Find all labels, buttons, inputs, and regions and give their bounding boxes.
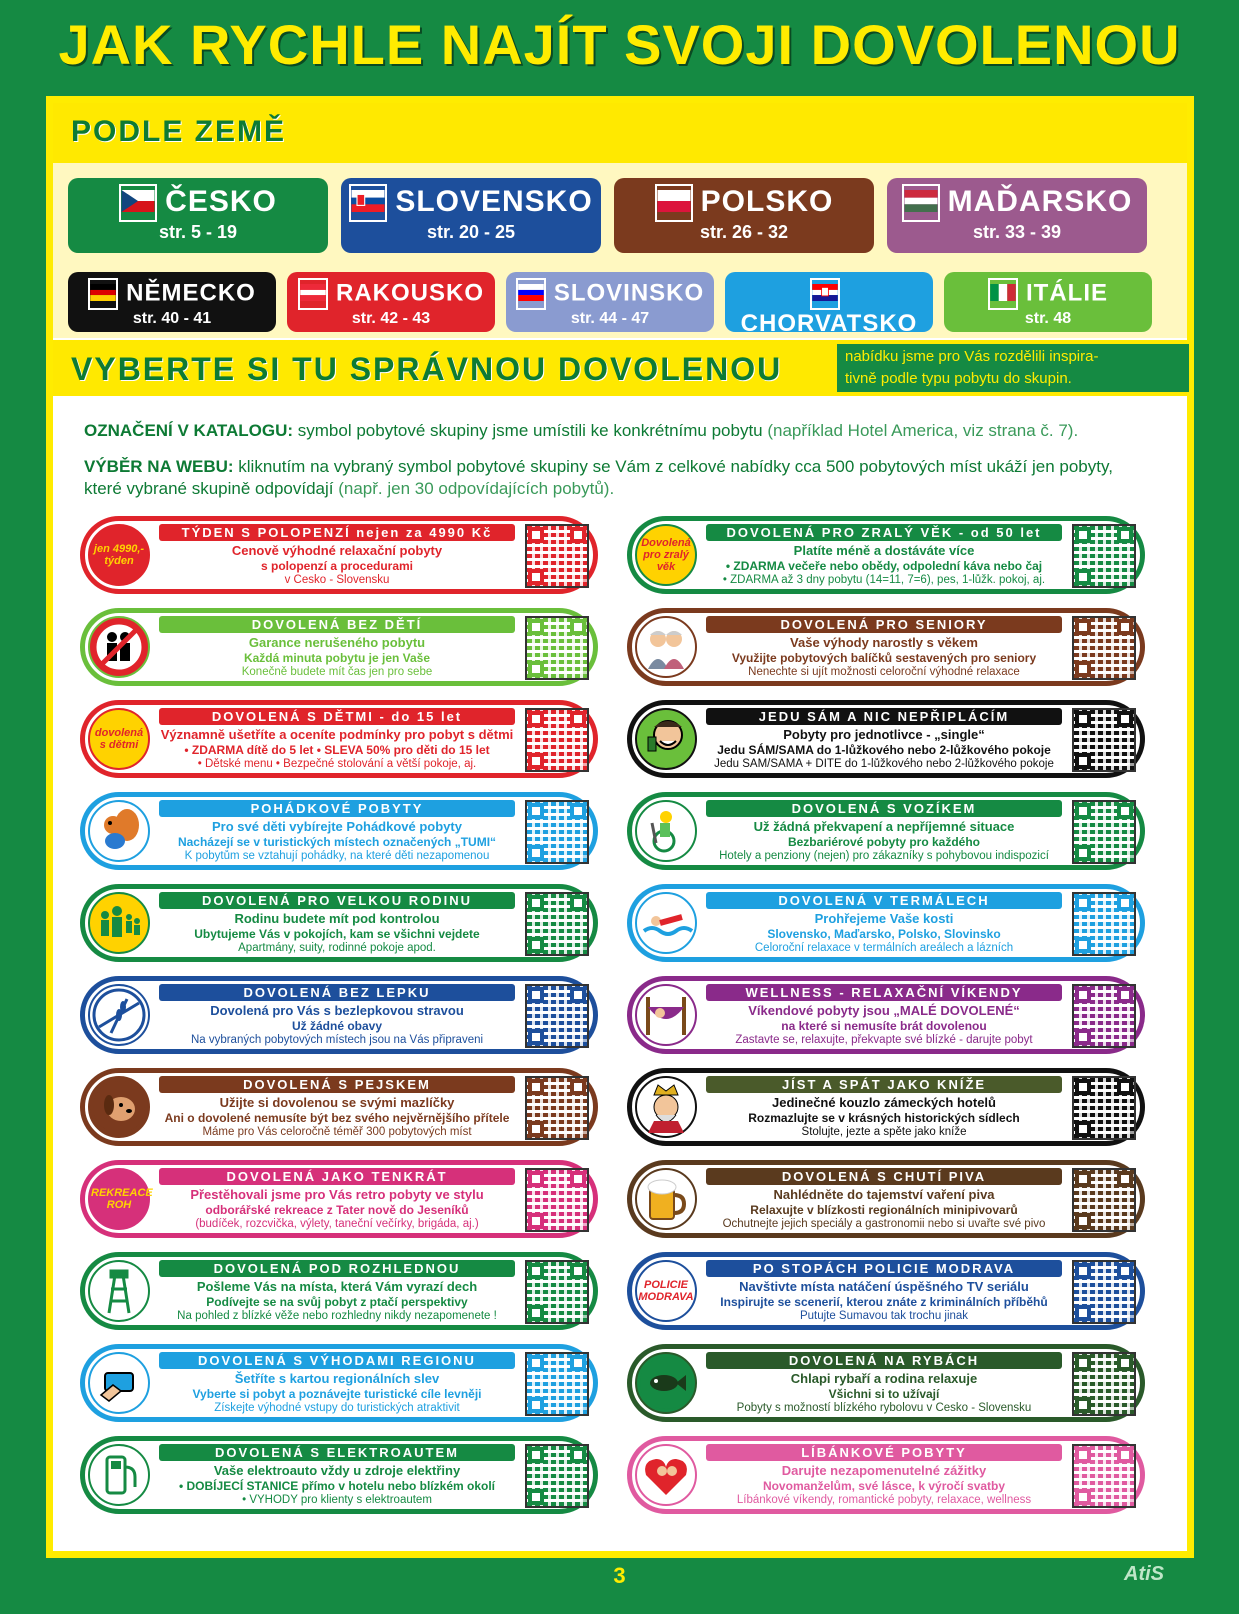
country-pages: str. 20 - 25 bbox=[426, 222, 516, 242]
intro-line-1: OZNAČENÍ V KATALOGU: symbol pobytové skupiny jsme umístili ke konkrétnímu pobytu (například Hotel America, viz strana č. 7). bbox=[84, 421, 1079, 440]
card-line-3: • Dětské menu • Bezpečné stolování a větší pokoje, aj. bbox=[197, 758, 477, 770]
card-line-3: Na vybraných pobytových místech jsou na Vás připraveni bbox=[190, 1034, 484, 1046]
card-line-3: • ZDARMA až 3 dny pobytu (14=11, 7=6), pes, 1-lůžk. pokoj, aj. bbox=[722, 574, 1046, 586]
qr-code-icon[interactable] bbox=[1072, 1352, 1136, 1416]
qr-code-icon[interactable] bbox=[1072, 892, 1136, 956]
card-line-1: Garance nerušeného pobytu bbox=[248, 635, 426, 650]
card-line-2: s polopenzí a procedurami bbox=[260, 559, 414, 573]
country-pages: str. 42 - 43 bbox=[351, 310, 431, 327]
card-line-3: Pobyty s možností blízkého rybolovu v Česko - Slovensku bbox=[736, 1402, 1032, 1414]
wheelchair-icon bbox=[635, 800, 697, 862]
card-line-3: Máme pro Vás celoročně téměř 300 pobytových míst bbox=[202, 1126, 472, 1138]
card-line-2: na které si nemusíte brát dovolenou bbox=[781, 1019, 987, 1033]
flag-icon bbox=[349, 184, 387, 222]
section-note: nabídku jsme pro Vás rozdělili inspira- tivně podle typu pobytu do skupin. bbox=[837, 344, 1189, 392]
badge-icon: jen 4990,- týden bbox=[88, 524, 150, 586]
section-heading-country: PODLE ZEMĚ bbox=[71, 115, 287, 148]
card-line-2: Už žádné obavy bbox=[291, 1019, 383, 1033]
card-title: POHÁDKOVÉ POBYTY bbox=[159, 800, 515, 817]
card-title: DOVOLENÁ S PEJSKEM bbox=[159, 1076, 515, 1093]
category-card-cards_right-3[interactable] bbox=[627, 792, 1145, 870]
card-line-3: Celoroční relaxace v termálních areálech a lázních bbox=[754, 942, 1014, 954]
card-line-3: Zastavte se, relaxujte, překvapte své blízké - darujte pobyt bbox=[735, 1034, 1033, 1046]
wheat-icon bbox=[88, 984, 150, 1046]
country-name: SLOVENSKO bbox=[395, 184, 593, 218]
qr-code-icon[interactable] bbox=[525, 800, 589, 864]
intro-line-2: VÝBĚR NA WEBU: kliknutím na vybraný symbol pobytové skupiny se Vám z celkové nabídky cca 500 pobytových míst ukáží jen pobyty, bbox=[84, 457, 1113, 476]
page-title: JAK RYCHLE NAJÍT SVOJI DOVOLENOU bbox=[58, 13, 1181, 76]
card-line-2: Jedu SÁM/SAMA do 1-lůžkového nebo 2-lůžkového pokoje bbox=[717, 743, 1051, 757]
card-line-1: Darujte nezapomenutelné zážitky bbox=[781, 1463, 987, 1478]
country-name: ITÁLIE bbox=[1026, 279, 1108, 307]
country-card-small-4[interactable] bbox=[944, 272, 1152, 332]
qr-code-icon[interactable] bbox=[525, 616, 589, 680]
card-title: DOVOLENÁ NA RYBÁCH bbox=[706, 1352, 1062, 1369]
card-line-3: Jedu SÁM/SAMA + DÍTĚ do 1-lůžkového nebo 2-lůžkového pokoje bbox=[714, 758, 1054, 770]
country-name: SLOVINSKO bbox=[553, 279, 705, 307]
qr-code-icon[interactable] bbox=[525, 1260, 589, 1324]
hammock-icon bbox=[635, 984, 697, 1046]
card-line-2: Slovensko, Maďarsko, Polsko, Slovinsko bbox=[767, 927, 1001, 941]
card-line-3: Nenechte si ujít možnosti celoroční výhodné relaxace bbox=[748, 666, 1020, 678]
card-title: TÝDEN S POLOPENZÍ nejen za 4990 Kč bbox=[159, 524, 515, 541]
single-man-icon bbox=[635, 708, 697, 770]
country-name: ČESKO bbox=[165, 184, 277, 218]
card-title: DOVOLENÁ PRO VELKOU RODINU bbox=[159, 892, 515, 909]
card-title: PO STOPÁCH POLICIE MODRAVA bbox=[706, 1260, 1062, 1277]
badge-icon: REKREACE ROH bbox=[88, 1168, 150, 1230]
country-card-small-0[interactable] bbox=[68, 272, 276, 332]
qr-code-icon[interactable] bbox=[1072, 1260, 1136, 1324]
card-title: JÍST A SPÁT JAKO KNÍŽE bbox=[706, 1076, 1062, 1093]
category-card-cards_right-9[interactable] bbox=[627, 1344, 1145, 1422]
card-line-1: Pošleme Vás na místa, která Vám vyrazí dech bbox=[196, 1279, 478, 1294]
swimmer-icon bbox=[635, 892, 697, 954]
category-card-cards_right-2[interactable] bbox=[627, 700, 1145, 778]
card-line-3: Líbánkové víkendy, romantické pobyty, relaxace, wellness bbox=[736, 1494, 1032, 1506]
category-card-cards_left-8[interactable] bbox=[80, 1252, 598, 1330]
card-line-2: odborářské rekreace z Tater nově do Jeseníků bbox=[205, 1203, 469, 1217]
card-line-3: Ochutnejte jejich speciály a gastronomii nebo si uvařte své pivo bbox=[722, 1218, 1046, 1230]
country-card-2[interactable] bbox=[614, 178, 874, 253]
country-card-3[interactable] bbox=[887, 178, 1147, 253]
card-line-2: Využijte pobytových balíčků sestavených pro seniory bbox=[731, 651, 1037, 665]
card-line-1: Už žádná překvapení a nepříjemné situace bbox=[753, 819, 1015, 834]
qr-code-icon[interactable] bbox=[1072, 524, 1136, 588]
category-card-cards_left-0[interactable] bbox=[80, 516, 598, 594]
card-line-2: Ani o dovolené nemusíte být bez svého nejvěrnějšího přítele bbox=[164, 1111, 510, 1125]
card-line-3: • VÝHODY pro klienty s elektroautem bbox=[242, 1494, 432, 1506]
card-line-2: • ZDARMA večeře nebo obědy, odpolední káva nebo čaj bbox=[725, 559, 1043, 573]
card-line-1: Vaše elektroauto vždy u zdroje elektřiny bbox=[213, 1463, 461, 1478]
card-line-2: Relaxujte v blízkosti regionálních minipivovarů bbox=[750, 1203, 1018, 1217]
card-line-2: Inspirujte se scenerií, kterou znáte z kriminálních příběhů bbox=[720, 1295, 1048, 1309]
qr-code-icon[interactable] bbox=[525, 708, 589, 772]
card-title: DOVOLENÁ S VÝHODAMI REGIONU bbox=[159, 1352, 515, 1369]
card-line-2: Nacházejí se v turistických místech označených „TUMI“ bbox=[177, 835, 497, 849]
country-pages: str. 33 - 39 bbox=[972, 222, 1062, 242]
card-title: DOVOLENÁ BEZ LEPKU bbox=[159, 984, 515, 1001]
qr-code-icon[interactable] bbox=[525, 1444, 589, 1508]
category-card-cards_left-6[interactable] bbox=[80, 1068, 598, 1146]
card-line-1: Navštivte místa natáčení úspěšného TV seriálu bbox=[739, 1279, 1029, 1294]
category-card-cards_left-7[interactable] bbox=[80, 1160, 598, 1238]
qr-code-icon[interactable] bbox=[525, 1076, 589, 1140]
card-title: DOVOLENÁ S CHUTÍ PIVA bbox=[706, 1168, 1062, 1185]
qr-code-icon[interactable] bbox=[525, 1168, 589, 1232]
card-title: DOVOLENÁ S VOZÍKEM bbox=[706, 800, 1062, 817]
card-title: DOVOLENÁ PRO ZRALÝ VĚK - od 50 let bbox=[706, 524, 1062, 541]
card-line-2: Ubytujeme Vás v pokojích, kam se všichni vejdete bbox=[194, 927, 480, 941]
card-title: DOVOLENÁ V TERMÁLECH bbox=[706, 892, 1062, 909]
country-name: MAĎARSKO bbox=[947, 184, 1133, 218]
card-title: JEDU SÁM A NIC NEPŘIPLÁCÍM bbox=[706, 708, 1062, 725]
category-card-cards_right-4[interactable] bbox=[627, 884, 1145, 962]
category-card-cards_right-7[interactable] bbox=[627, 1160, 1145, 1238]
country-pages: str. 40 - 41 bbox=[132, 310, 212, 327]
card-line-2: • ZDARMA dítě do 5 let • SLEVA 50% pro děti do 15 let bbox=[184, 743, 490, 757]
card-title: WELLNESS - RELAXAČNÍ VÍKENDY bbox=[706, 984, 1062, 1001]
qr-code-icon[interactable] bbox=[525, 892, 589, 956]
card-line-2: Všichni si to užívají bbox=[828, 1387, 940, 1401]
heart-icon bbox=[635, 1444, 697, 1506]
country-pages: str. 44 - 47 bbox=[570, 310, 650, 327]
seniors-icon bbox=[635, 616, 697, 678]
card-line-1: Pobyty pro jednotlivce - „single“ bbox=[783, 727, 985, 742]
card-line-3: (budíček, rozcvička, výlety, taneční večírky, brigáda, aj.) bbox=[195, 1218, 479, 1230]
country-pages: str. 26 - 32 bbox=[699, 222, 789, 242]
card-line-2: • DOBÍJECÍ STANICE přímo v hotelu nebo blízkém okolí bbox=[178, 1479, 495, 1493]
country-card-0[interactable] bbox=[68, 178, 328, 253]
category-card-cards_right-1[interactable] bbox=[627, 608, 1145, 686]
badge-icon: POLICIE MODRAVA bbox=[635, 1260, 697, 1322]
country-name: RAKOUSKO bbox=[335, 279, 484, 307]
country-card-1[interactable] bbox=[341, 178, 601, 253]
card-line-1: Šetříte s kartou regionálních slev bbox=[234, 1371, 440, 1386]
category-card-cards_right-8[interactable] bbox=[627, 1252, 1145, 1330]
category-card-cards_left-5[interactable] bbox=[80, 976, 598, 1054]
country-card-small-2[interactable] bbox=[506, 272, 714, 332]
intro-line-3: které vybrané skupině odpovídají (např. jen 30 odpovídajících pobytů). bbox=[84, 479, 615, 498]
family-icon bbox=[88, 892, 150, 954]
prince-icon bbox=[635, 1076, 697, 1138]
card-line-1: Víkendové pobyty jsou „MALÉ DOVOLENÉ“ bbox=[748, 1003, 1020, 1018]
country-card-small-1[interactable] bbox=[287, 272, 495, 332]
flag-icon bbox=[298, 278, 328, 310]
qr-code-icon[interactable] bbox=[1072, 1168, 1136, 1232]
card-line-1: Rodinu budete mít pod kontrolou bbox=[234, 911, 440, 926]
card-line-1: Přestěhovali jsme pro Vás retro pobyty ve stylu bbox=[190, 1187, 484, 1202]
flag-icon bbox=[988, 278, 1018, 310]
card-line-1: Významně ušetříte a oceníte podmínky pro pobyt s dětmi bbox=[160, 727, 514, 742]
category-card-cards_right-10[interactable] bbox=[627, 1436, 1145, 1514]
category-card-cards_left-10[interactable] bbox=[80, 1436, 598, 1514]
flag-icon bbox=[516, 278, 546, 310]
card-title: DOVOLENÁ POD ROZHLEDNOU bbox=[159, 1260, 515, 1277]
qr-code-icon[interactable] bbox=[1072, 800, 1136, 864]
card-line-2: Vyberte si pobyt a poznávejte turistické cíle levněji bbox=[192, 1387, 482, 1401]
card-line-1: Dovolená pro Vás s bezlepkovou stravou bbox=[210, 1003, 464, 1018]
card-line-3: Stolujte, jezte a spěte jako kníže bbox=[801, 1126, 967, 1138]
card-title: DOVOLENÁ S ELEKTROAUTEM bbox=[159, 1444, 515, 1461]
squirrel-icon bbox=[88, 800, 150, 862]
card-title: DOVOLENÁ PRO SENIORY bbox=[706, 616, 1062, 633]
card-line-3: v Česko - Slovensku bbox=[284, 574, 390, 586]
card-line-1: Platíte méně a dostáváte více bbox=[793, 543, 975, 558]
card-line-2: Každá minuta pobytu je jen Vaše bbox=[243, 651, 431, 665]
flag-icon bbox=[119, 184, 157, 222]
tower-icon bbox=[88, 1260, 150, 1322]
card-line-3: Hotely a penziony (nejen) pro zákazníky s pohybovou indispozicí bbox=[719, 850, 1049, 862]
flag-icon bbox=[810, 278, 840, 310]
category-card-cards_right-6[interactable] bbox=[627, 1068, 1145, 1146]
card-line-2: Novomanželům, své lásce, k výročí svatby bbox=[762, 1479, 1006, 1493]
qr-code-icon[interactable] bbox=[1072, 984, 1136, 1048]
flag-icon bbox=[655, 184, 693, 222]
card-line-1: Jedinečné kouzlo zámeckých hotelů bbox=[772, 1095, 996, 1110]
country-pages: str. 48 bbox=[1024, 310, 1072, 327]
qr-code-icon[interactable] bbox=[1072, 1444, 1136, 1508]
category-card-cards_right-5[interactable] bbox=[627, 976, 1145, 1054]
badge-icon: Dovolená pro zralý věk bbox=[635, 524, 697, 586]
card-line-1: Vaše výhody narostly s věkem bbox=[790, 635, 978, 650]
qr-code-icon[interactable] bbox=[525, 1352, 589, 1416]
country-name: CHORVATSKO bbox=[740, 310, 918, 337]
qr-code-icon[interactable] bbox=[525, 524, 589, 588]
card-title: DOVOLENÁ S DĚTMI - do 15 let bbox=[159, 708, 515, 725]
qr-code-icon[interactable] bbox=[1072, 616, 1136, 680]
card-title: LÍBÁNKOVÉ POBYTY bbox=[706, 1444, 1062, 1461]
card-line-1: Cenově výhodné relaxační pobyty bbox=[231, 543, 443, 558]
card-title: DOVOLENÁ BEZ DĚTÍ bbox=[159, 616, 515, 633]
card-line-3: K pobytům se vztahují pohádky, na které děti nezapomenou bbox=[184, 850, 490, 862]
dog-icon bbox=[88, 1076, 150, 1138]
card-line-3: Apartmány, suity, rodinné pokoje apod. bbox=[238, 942, 436, 954]
qr-code-icon[interactable] bbox=[1072, 708, 1136, 772]
country-name: NĚMECKO bbox=[126, 279, 256, 307]
card-line-2: Podívejte se na svůj pobyt z ptačí perspektivy bbox=[206, 1295, 468, 1309]
flag-icon bbox=[88, 278, 118, 310]
category-card-cards_left-3[interactable] bbox=[80, 792, 598, 870]
category-card-cards_left-9[interactable] bbox=[80, 1344, 598, 1422]
card-title: DOVOLENÁ JAKO TENKRÁT bbox=[159, 1168, 515, 1185]
category-card-cards_left-1[interactable] bbox=[80, 608, 598, 686]
card-line-1: Nahlédněte do tajemství vaření piva bbox=[773, 1187, 995, 1202]
badge-icon: dovolená s dětmi bbox=[88, 708, 150, 770]
card-line-1: Užijte si dovolenou se svými mazlíčky bbox=[219, 1095, 455, 1110]
fish-icon bbox=[635, 1352, 697, 1414]
category-card-cards_left-2[interactable] bbox=[80, 700, 598, 778]
card-line-2: Bezbariérové pobyty pro každého bbox=[787, 835, 981, 849]
category-card-cards_left-4[interactable] bbox=[80, 884, 598, 962]
country-card-small-3[interactable] bbox=[725, 272, 933, 337]
atis-logo: AtiS bbox=[1124, 1563, 1164, 1585]
page-number: 3 bbox=[613, 1563, 626, 1588]
country-pages: str. 5 - 19 bbox=[158, 222, 238, 242]
no-children-icon bbox=[88, 616, 150, 678]
card-line-3: Získejte výhodné vstupy do turistických atraktivit bbox=[214, 1402, 460, 1414]
country-name: POLSKO bbox=[700, 184, 834, 218]
card-line-3: Putujte Šumavou tak trochu jinak bbox=[799, 1310, 969, 1322]
card-icon bbox=[88, 1352, 150, 1414]
card-line-3: Na pohled z blízké věže nebo rozhledny nikdy nezapomenete ! bbox=[177, 1310, 497, 1322]
charger-icon bbox=[88, 1444, 150, 1506]
card-line-1: Pro své děti vybírejte Pohádkové pobyty bbox=[212, 819, 462, 834]
beer-icon bbox=[635, 1168, 697, 1230]
card-line-2: Rozmazlujte se v krásných historických sídlech bbox=[748, 1111, 1020, 1125]
card-line-1: Prohřejeme Vaše kosti bbox=[814, 911, 954, 926]
category-card-cards_right-0[interactable] bbox=[627, 516, 1145, 594]
section-heading-choose: VYBERTE SI TU SPRÁVNOU DOVOLENOU bbox=[71, 351, 783, 387]
qr-code-icon[interactable] bbox=[525, 984, 589, 1048]
flag-icon bbox=[902, 184, 940, 222]
card-line-1: Chlapi rybaří a rodina relaxuje bbox=[790, 1371, 978, 1386]
card-line-3: Konečně budete mít čas jen pro sebe bbox=[241, 666, 433, 678]
qr-code-icon[interactable] bbox=[1072, 1076, 1136, 1140]
